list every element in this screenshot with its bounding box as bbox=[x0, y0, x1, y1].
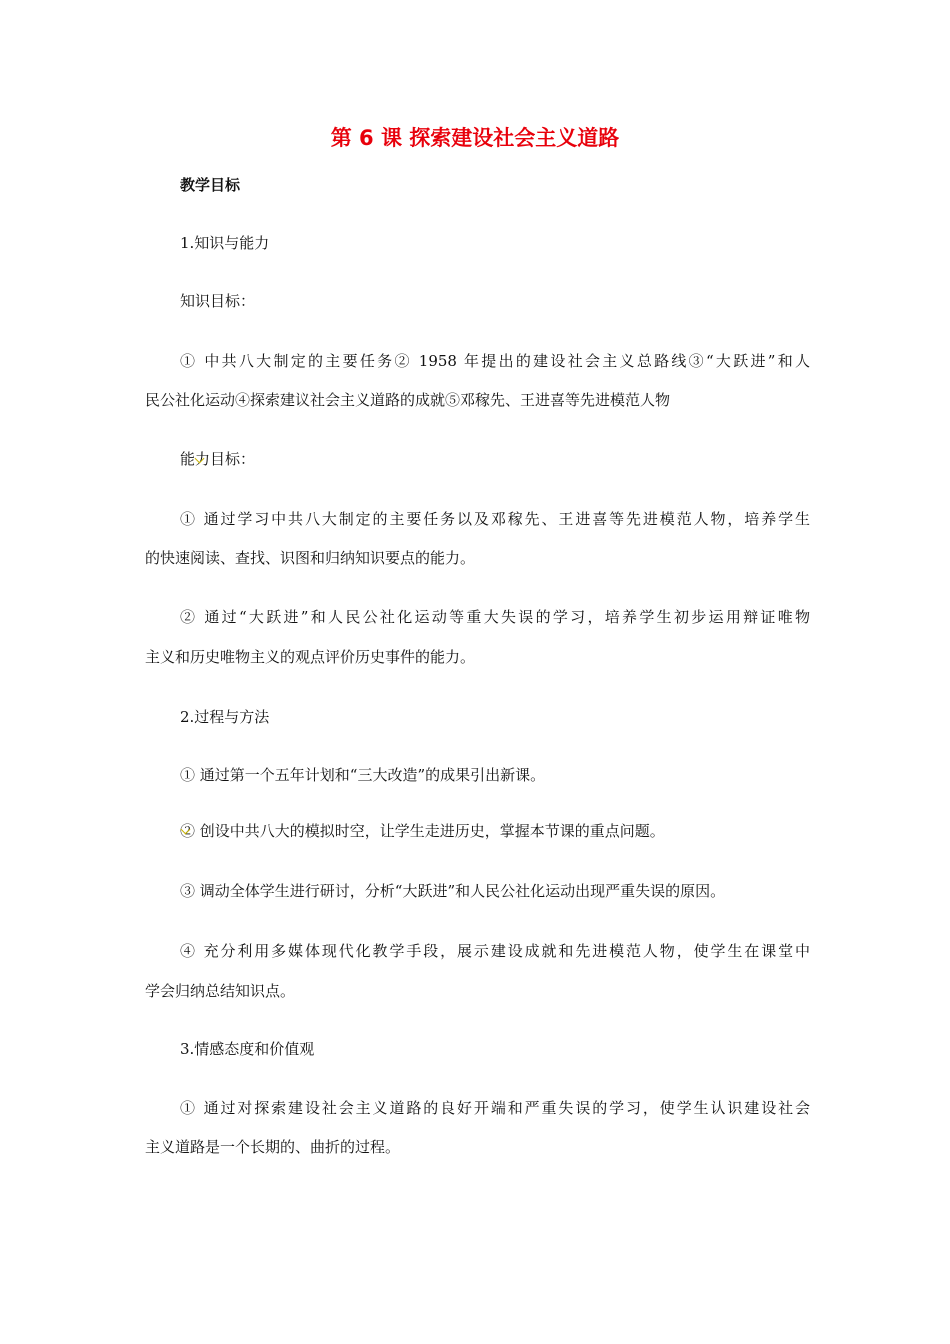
process-item-3: ③ 调动全体学生进行研讨，分析“大跃进”和人民公社化运动出现严重失误的原因。 bbox=[180, 882, 726, 900]
knowledge-objectives-line-1: ① 中共八大制定的主要任务② 1958 年提出的建设社会主义总路线③“大跃进”和人 bbox=[180, 352, 810, 370]
ability-objective-1-line-1: ① 通过学习中共八大制定的主要任务以及邓稼先、王进喜等先进模范人物，培养学生 bbox=[180, 510, 810, 528]
section-2-title: 2.过程与方法 bbox=[180, 708, 270, 726]
section-3-title: 3.情感态度和价值观 bbox=[180, 1040, 315, 1058]
section-1-title: 1.知识与能力 bbox=[180, 234, 270, 252]
process-item-2: ② 创设中共八大的模拟时空，让学生走进历史，掌握本节课的重点问题。 bbox=[180, 822, 665, 840]
ability-objective-1-line-2: 的快速阅读、查找、识图和归纳知识要点的能力。 bbox=[145, 549, 476, 567]
values-item-1-line-2: 主义道路是一个长期的、曲折的过程。 bbox=[145, 1138, 401, 1156]
knowledge-objectives-line-2: 民公社化运动④探索建议社会主义道路的成就⑤邓稼先、王进喜等先进模范人物 bbox=[145, 391, 671, 409]
lesson-title: 第 6 课 探索建设社会主义道路 bbox=[330, 126, 620, 150]
process-item-4-line-2: 学会归纳总结知识点。 bbox=[145, 982, 296, 1000]
ability-objective-2-line-2: 主义和历史唯物主义的观点评价历史事件的能力。 bbox=[145, 648, 476, 666]
teaching-objectives-heading: 教学目标 bbox=[180, 176, 241, 194]
ability-objective-2-line-1: ② 通过“大跃进”和人民公社化运动等重大失误的学习，培养学生初步运用辩证唯物 bbox=[180, 608, 810, 626]
process-item-1: ① 通过第一个五年计划和“三大改造”的成果引出新课。 bbox=[180, 766, 546, 784]
values-item-1-line-1: ① 通过对探索建设社会主义道路的良好开端和严重失误的学习，使学生认识建设社会 bbox=[180, 1099, 810, 1117]
ability-objectives-label: 能力目标： bbox=[180, 450, 256, 468]
knowledge-objectives-label: 知识目标： bbox=[180, 292, 256, 310]
process-item-4-line-1: ④ 充分利用多媒体现代化教学手段，展示建设成就和先进模范人物，使学生在课堂中 bbox=[180, 942, 810, 960]
